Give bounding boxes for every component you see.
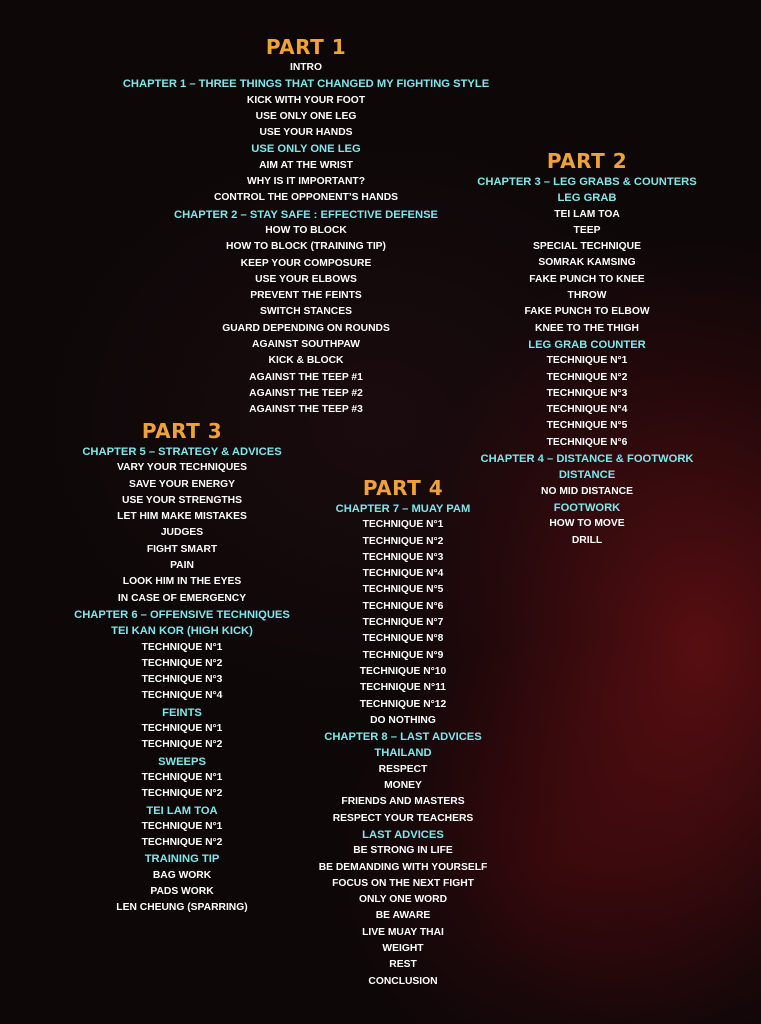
part-4-title: PART 4 [362,476,444,500]
toc-item: TECHNIQUE N°5 [362,584,444,596]
chapter-heading: CHAPTER 5 – STRATEGY & ADVICES [82,446,282,458]
section-heading: TRAINING TIP [144,853,220,866]
chapter-heading: CHAPTER 7 – MUAY PAM [335,503,471,515]
toc-item: FOCUS ON THE NEXT FIGHT [332,877,474,889]
section-heading: LAST ADVICES [362,828,444,841]
section-heading: SWEEPS [158,755,206,768]
toc-item: TECHNIQUE N°5 [546,420,628,432]
toc-item: AGAINST THE TEEP #1 [249,371,363,383]
toc-item: TECHNIQUE N°4 [141,690,223,702]
toc-item: RESPECT YOUR TEACHERS [332,812,474,824]
toc-item: TECHNIQUE N°2 [141,837,223,849]
toc-item: KNEE TO THE THIGH [535,322,639,334]
toc-item: FAKE PUNCH TO ELBOW [524,306,650,318]
toc-item: TECHNIQUE N°1 [141,820,223,832]
toc-item: USE YOUR ELBOWS [255,273,357,285]
toc-item: TECHNIQUE N°2 [546,371,628,383]
toc-item: SPECIAL TECHNIQUE [533,241,641,253]
toc-item: LEN CHEUNG (SPARRING) [116,902,248,914]
toc-item: AGAINST THE TEEP #3 [249,404,363,416]
toc-item: TECHNIQUE N°4 [546,404,628,416]
toc-item: TECHNIQUE N°2 [141,788,223,800]
toc-item: KEEP YOUR COMPOSURE [240,257,372,269]
toc-item: KICK & BLOCK [268,355,344,367]
toc-item: TECHNIQUE N°3 [546,387,628,399]
toc-item: LOOK HIM IN THE EYES [122,576,242,588]
toc-item: RESPECT [378,763,428,775]
toc-item: FIGHT SMART [146,543,218,555]
toc-item: TECHNIQUE N°6 [546,436,628,448]
toc-item: TECHNIQUE N°9 [362,649,444,661]
toc-item: ONLY ONE WORD [358,894,448,906]
part-2-title: PART 2 [546,149,628,173]
toc-item: PREVENT THE FEINTS [250,290,362,302]
chapter-heading: CHAPTER 2 – STAY SAFE : EFFECTIVE DEFENSE [174,208,438,221]
toc-item: HOW TO MOVE [549,518,625,530]
part-1-section [96,34,516,419]
toc-item: CONCLUSION [368,975,438,987]
chapter-heading: CHAPTER 3 – LEG GRABS & COUNTERS [477,176,697,188]
toc-item: LET HIM MAKE MISTAKES [117,511,247,523]
toc-item: USE YOUR HANDS [259,127,353,139]
section-heading: TEI LAM TOA [146,804,218,817]
chapter-heading: CHAPTER 4 – DISTANCE & FOOTWORK [480,453,694,466]
toc-item: HOW TO BLOCK [265,224,347,236]
section-heading: FEINTS [162,706,202,719]
toc-item: IN CASE OF EMERGENCY [117,592,247,604]
toc-item: PADS WORK [150,886,214,898]
toc-item: TECHNIQUE N°4 [362,568,444,580]
section-heading: USE ONLY ONE LEG [251,143,361,156]
toc-item: TECHNIQUE N°8 [362,633,444,645]
toc-item: AGAINST THE TEEP #2 [249,387,363,399]
toc-item: GUARD DEPENDING ON ROUNDS [222,322,390,334]
toc-item: AIM AT THE WRIST [259,159,353,171]
toc-item: TEEP [573,224,601,236]
toc-item: FRIENDS AND MASTERS [341,796,465,808]
part-1-title: PART 1 [265,35,347,59]
toc-item: HOW TO BLOCK (TRAINING TIP) [226,241,386,253]
toc-item: TECHNIQUE N°3 [141,674,223,686]
toc-item: JUDGES [160,527,204,539]
section-heading: DISTANCE [558,469,616,482]
toc-item: VARY YOUR TECHNIQUES [116,462,248,474]
toc-item: SWITCH STANCES [260,306,352,318]
toc-item: TECHNIQUE N°1 [141,641,223,653]
chapter-heading: CHAPTER 1 – THREE THINGS THAT CHANGED MY FIGHTING STYLE [122,78,490,91]
toc-item: TECHNIQUE N°10 [359,665,447,677]
toc-item: BE STRONG IN LIFE [353,845,453,857]
toc-item: WHY IS IT IMPORTANT? [246,176,366,188]
section-heading: FOOTWORK [553,501,621,514]
toc-item: SAVE YOUR ENERGY [128,478,236,490]
part-3-title: PART 3 [141,419,223,443]
toc-item: TECHNIQUE N°2 [141,657,223,669]
toc-item: LIVE MUAY THAI [362,926,444,938]
toc-item: CONTROL THE OPPONENT’S HANDS [213,192,399,204]
toc-item: TEI LAM TOA [554,208,620,220]
toc-item: THROW [567,290,607,302]
toc-item: TECHNIQUE N°2 [362,535,444,547]
toc-item: KICK WITH YOUR FOOT [246,94,366,106]
toc-item: BE AWARE [375,910,431,922]
section-heading: LEG GRAB [557,192,617,205]
toc-item: USE ONLY ONE LEG [255,110,357,122]
part-3-section [52,418,312,917]
toc-item: PAIN [170,560,194,572]
chapter-heading: CHAPTER 6 – OFFENSIVE TECHNIQUES [74,608,290,621]
toc-item: INTRO [289,62,323,73]
toc-item: AGAINST SOUTHPAW [252,339,360,351]
toc-item: FAKE PUNCH TO KNEE [529,273,645,285]
section-heading: TEI KAN KOR (HIGH KICK) [111,625,253,638]
toc-item: BAG WORK [152,869,212,881]
toc-item: TECHNIQUE N°11 [360,682,446,694]
toc-item: TECHNIQUE N°7 [362,617,444,629]
toc-item: TECHNIQUE N°1 [362,519,444,531]
part-4-section [294,475,512,990]
toc-item: TECHNIQUE N°1 [141,723,223,735]
toc-item: REST [389,959,417,971]
toc-item: TECHNIQUE N°1 [546,355,628,367]
section-heading: THAILAND [374,747,432,760]
toc-item: USE YOUR STRENGTHS [122,494,242,506]
toc-item: TECHNIQUE N°1 [141,771,223,783]
toc-item: TECHNIQUE N°6 [362,600,444,612]
toc-item: MONEY [384,780,422,792]
section-heading: LEG GRAB COUNTER [528,338,646,351]
chapter-heading: CHAPTER 8 – LAST ADVICES [324,731,482,744]
toc-item: TECHNIQUE N°3 [362,551,444,563]
toc-item: DO NOTHING [370,714,436,726]
toc-item: TECHNIQUE N°12 [359,698,447,710]
toc-item: WEIGHT [382,943,424,955]
toc-item: NO MID DISTANCE [541,485,633,497]
toc-item: BE DEMANDING WITH YOURSELF [318,861,488,873]
toc-item: TECHNIQUE N°2 [141,739,223,751]
toc-item: SOMRAK KAMSING [538,257,636,269]
toc-item: DRILL [571,534,603,546]
